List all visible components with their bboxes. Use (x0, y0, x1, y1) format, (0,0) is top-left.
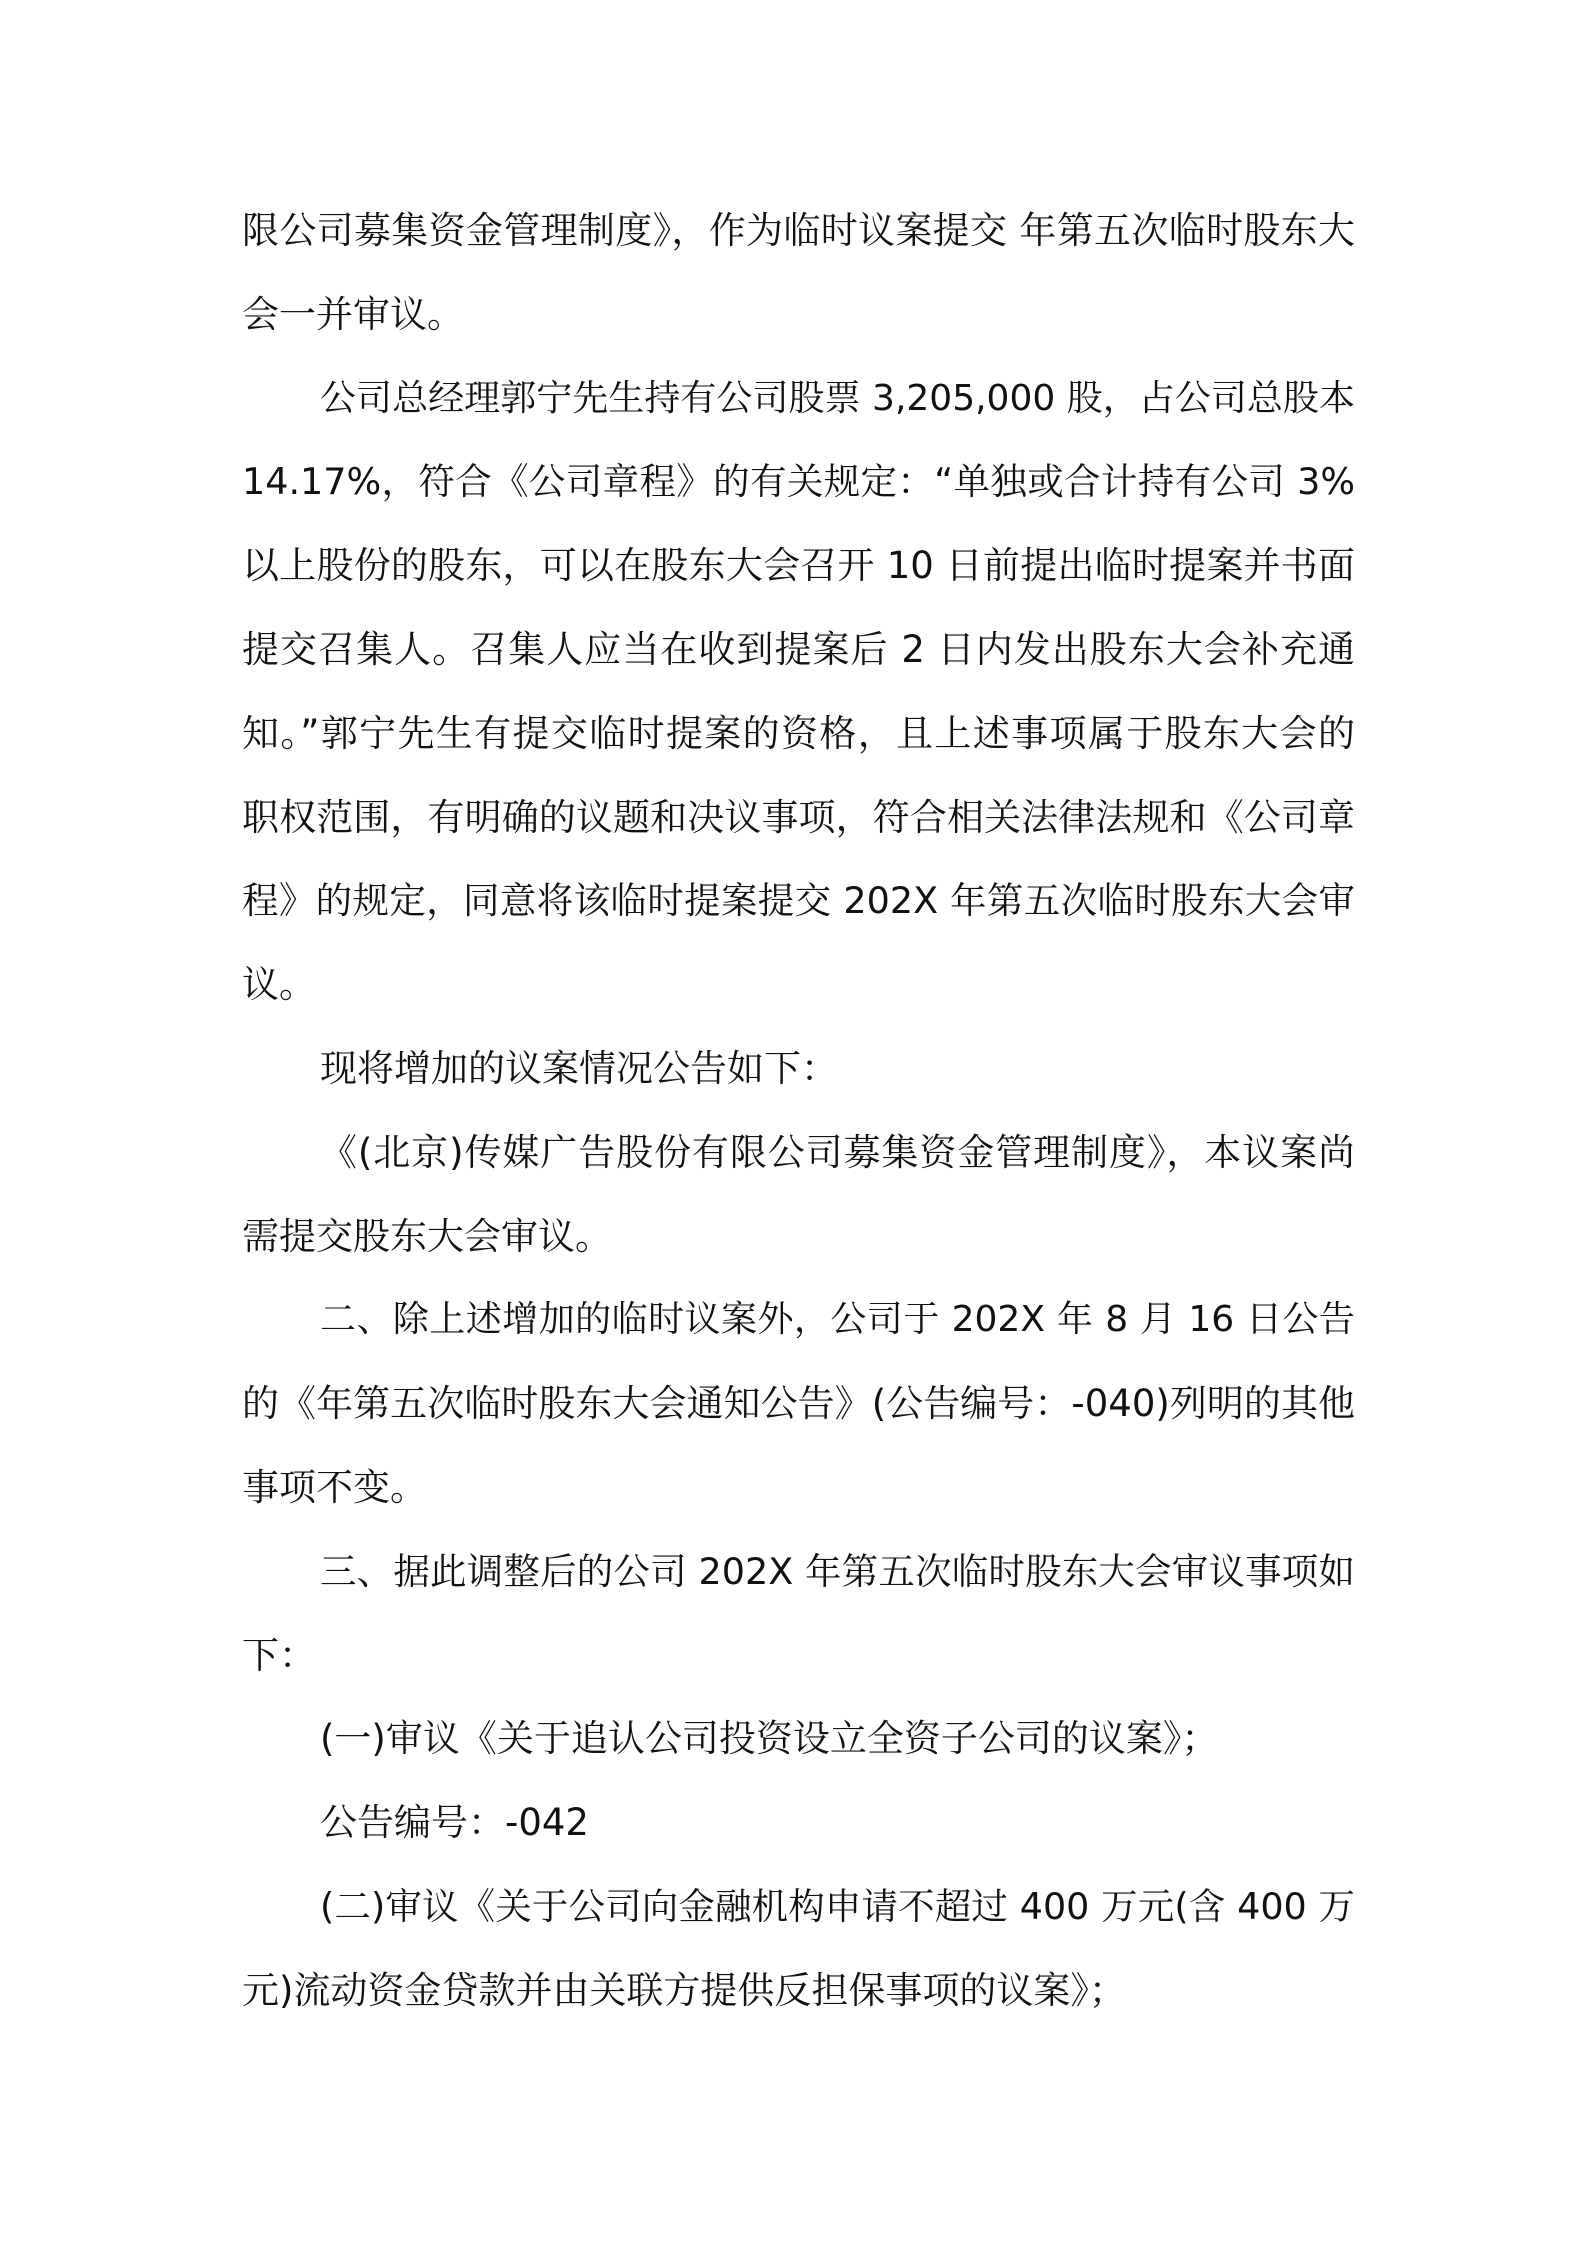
text-line: 14.17%，符合《公司章程》的有关规定：“单独或合计持有公司 3% (242, 460, 1355, 504)
text-line: 《(北京)传媒广告股份有限公司募集资金管理制度》，本议案尚 (320, 1130, 1355, 1174)
text-line: 下： (242, 1633, 316, 1677)
paragraph-section-three (242, 1530, 1355, 1698)
paragraph-added-proposal (242, 1111, 1355, 1279)
text-line: 限公司募集资金管理制度》，作为临时议案提交 年第五次临时股东大 (242, 209, 1355, 252)
text-line: 议。 (242, 963, 316, 1007)
paragraph-section-two (242, 1278, 1355, 1529)
text-line: 知。”郭宁先生有提交临时提案的资格，且上述事项属于股东大会的 (242, 711, 1355, 755)
text-line: 的《年第五次临时股东大会通知公告》(公告编号：-040)列明的其他 (242, 1382, 1355, 1426)
text-line: 职权范围，有明确的议题和决议事项，符合相关法律法规和《公司章 (242, 795, 1355, 839)
text-line: 现将增加的议案情况公告如下： (320, 1046, 838, 1090)
paragraph-announcement-intro (242, 1027, 1355, 1111)
text-line: 元)流动资金贷款并由关联方提供反担保事项的议案》； (242, 1968, 1126, 2012)
text-line: (二)审议《关于公司向金融机构申请不超过 400 万元(含 400 万 (320, 1884, 1355, 1928)
text-line: 需提交股东大会审议。 (242, 1214, 612, 1258)
paragraph-announcement-number (242, 1781, 1355, 1865)
text-line: 公司总经理郭宁先生持有公司股票 3,205,000 股，占公司总股本 (320, 377, 1355, 419)
text-line: 事项不变。 (242, 1465, 427, 1509)
paragraph-proposal-qualification (242, 357, 1355, 1027)
text-line: 程》的规定，同意将该临时提案提交 202X 年第五次临时股东大会审 (242, 879, 1355, 923)
paragraph-continued (242, 189, 1355, 357)
text-line: 三、据此调整后的公司 202X 年第五次临时股东大会审议事项如 (320, 1549, 1355, 1593)
paragraph-item-one (242, 1697, 1355, 1781)
text-line: 以上股份的股东，可以在股东大会召开 10 日前提出临时提案并书面 (242, 544, 1355, 588)
text-line: 会一并审议。 (242, 292, 464, 336)
text-line: 提交召集人。召集人应当在收到提案后 2 日内发出股东大会补充通 (242, 627, 1355, 671)
text-line: 二、除上述增加的临时议案外，公司于 202X 年 8 月 16 日公告 (320, 1299, 1355, 1341)
text-line: 公告编号：-042 (320, 1801, 589, 1845)
paragraph-item-two (242, 1865, 1355, 2033)
text-line: (一)审议《关于追认公司投资设立全资子公司的议案》； (320, 1717, 1219, 1761)
document-body (242, 189, 1355, 2033)
